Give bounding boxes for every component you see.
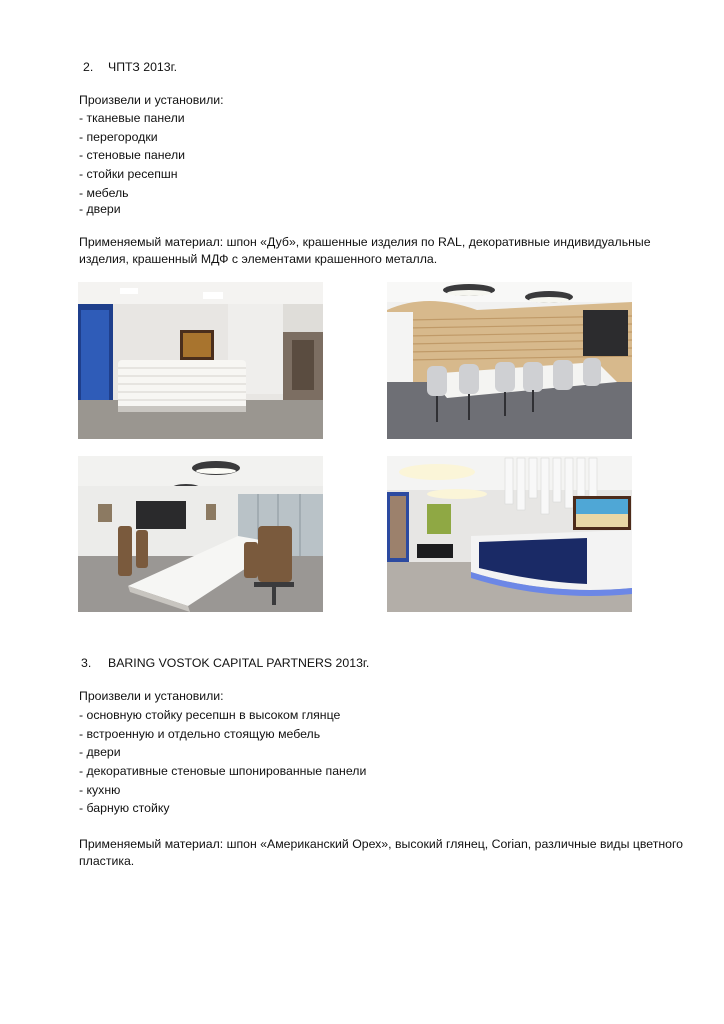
section-3-item: - встроенную и отдельно стоящую мебель xyxy=(79,727,321,741)
section-3-item: - барную стойку xyxy=(79,801,170,815)
section-2-item: - тканевые панели xyxy=(79,111,185,125)
section-2-item: - стеновые панели xyxy=(79,148,186,162)
section-3-title: BARING VOSTOK CAPITAL PARTNERS 2013г. xyxy=(108,656,370,670)
section-3-material: Применяемый материал: шпон «Американский Орех», высокий глянец, Corian, различные виды цветного пластика. xyxy=(79,837,684,868)
section-2-item: - стойки ресепшн xyxy=(79,167,178,181)
lobby-reception-photo xyxy=(387,456,632,612)
section-3-item: - двери xyxy=(79,745,121,759)
section-2-material: Применяемый материал: шпон «Дуб», крашенные изделия по RAL, декоративные индивидуальные изделия, крашенный МДФ с элементами крашенного металла. xyxy=(79,235,651,266)
section-2-item: - двери xyxy=(79,202,121,216)
section-3-number: 3. xyxy=(81,656,92,670)
reception-desk-photo xyxy=(78,282,323,439)
meeting-room-photo xyxy=(387,282,632,439)
section-2-item: - мебель xyxy=(79,186,129,200)
conference-room-photo xyxy=(78,456,323,612)
section-2-title: ЧПТЗ 2013г. xyxy=(108,60,178,74)
section-3-item: - кухню xyxy=(79,783,121,797)
section-3-item: - декоративные стеновые шпонированные панели xyxy=(79,764,367,778)
section-2-number: 2. xyxy=(83,60,94,74)
section-3-item: - основную стойку ресепшн в высоком глянце xyxy=(79,708,341,722)
section-2-intro: Произвели и установили: xyxy=(79,93,224,107)
section-2-item: - перегородки xyxy=(79,130,158,144)
section-3-intro: Произвели и установили: xyxy=(79,689,224,703)
